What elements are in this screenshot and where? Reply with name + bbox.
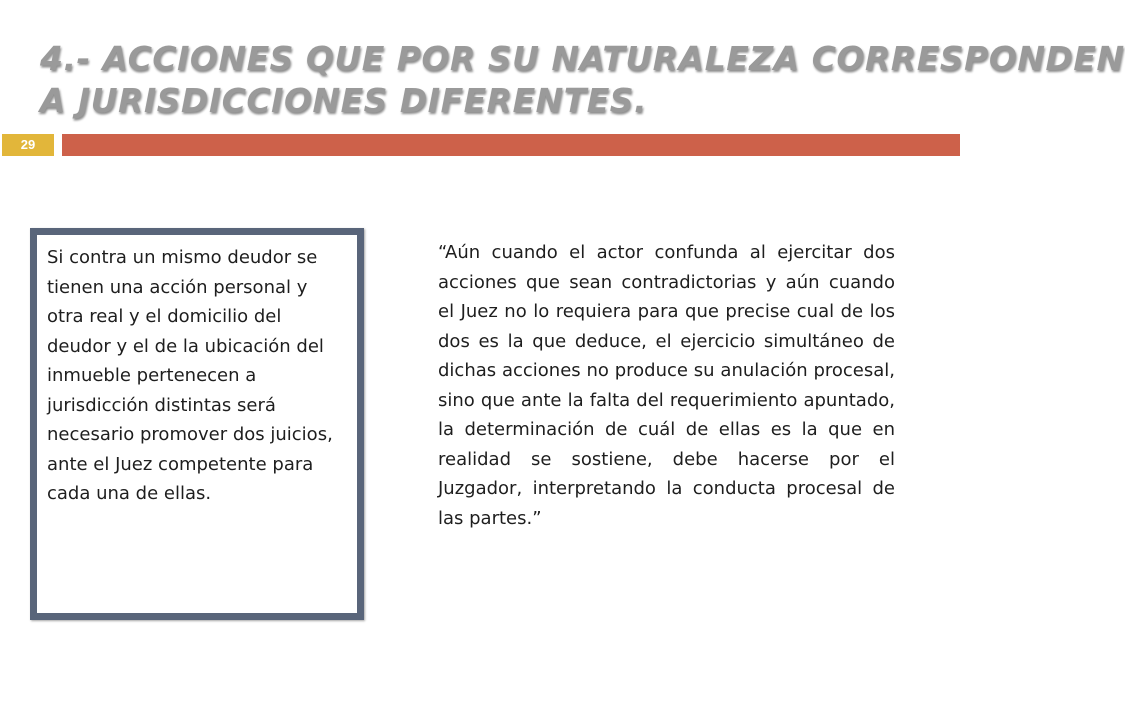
slide-title-line-2: A JURISDICCIONES DIFERENTES.	[40, 81, 648, 120]
slide-title-line-1: 4.- ACCIONES QUE POR SU NATURALEZA CORRESPONDEN	[40, 39, 1125, 78]
framed-text-box: Si contra un mismo deudor se tienen una acción personal y otra real y el domicilio del deudor y el de la ubicación del inmueble pertenecen a jurisdicción distintas será necesario promover dos juicios, ante el Juez competente para cada una de ellas.	[30, 228, 364, 620]
quote-paragraph: “Aún cuando el actor confunda al ejercitar dos acciones que sean contradictorias y aún cuando el Juez no lo requiera para que precise cual de los dos es la que deduce, el ejercicio simultáneo de dichas acciones no produce su anulación procesal, sino que ante la falta del requerimiento apuntado, la determinación de cuál de ellas es la que en realidad se sostiene, debe hacerse por el Juzgador, interpretando la conducta procesal de las partes.”	[438, 242, 895, 529]
page-number-badge: 29	[2, 134, 54, 156]
accent-bar	[62, 134, 960, 156]
slide-title	[40, 38, 1125, 122]
